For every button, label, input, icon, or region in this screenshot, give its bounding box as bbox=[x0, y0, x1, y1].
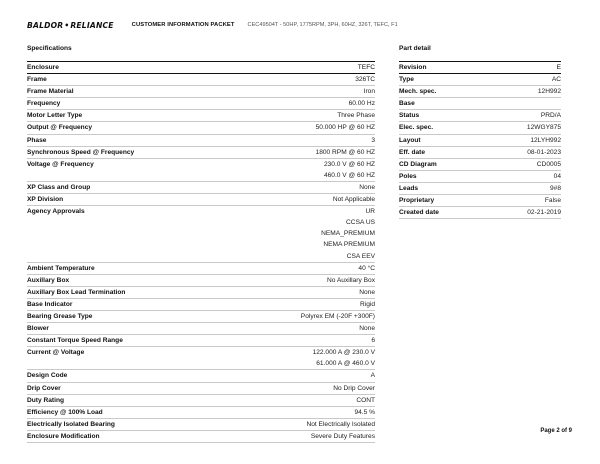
row-label: Constant Torque Speed Range bbox=[27, 335, 233, 347]
row-value: Iron bbox=[233, 86, 375, 98]
packet-title: CUSTOMER INFORMATION PACKET bbox=[131, 22, 235, 28]
row-label: Blower bbox=[27, 323, 233, 335]
row-label: Voltage @ Frequency bbox=[27, 160, 94, 168]
row-value bbox=[486, 98, 561, 110]
row-label: Layout bbox=[399, 134, 486, 146]
row-value: 326TC bbox=[233, 74, 375, 86]
row-label: XP Division bbox=[27, 194, 233, 206]
row-value: CSA EEV bbox=[233, 251, 375, 263]
table-row bbox=[27, 228, 375, 239]
table-row bbox=[27, 382, 375, 394]
row-value: AC bbox=[486, 74, 561, 86]
row-label: Synchronous Speed @ Frequency bbox=[27, 146, 233, 158]
row-value: No Auxillary Box bbox=[233, 274, 375, 286]
row-value: 122.000 A @ 230.0 V bbox=[312, 349, 375, 357]
row-value: TEFC bbox=[233, 62, 375, 74]
row-value: None bbox=[233, 286, 375, 298]
table-row bbox=[399, 195, 561, 207]
row-label: Revision bbox=[399, 62, 486, 74]
row-value: PRD/A bbox=[486, 110, 561, 122]
table-row bbox=[27, 146, 375, 158]
table-row bbox=[399, 86, 561, 98]
logo-separator: • bbox=[64, 20, 70, 30]
row-value: Severe Duty Features bbox=[233, 430, 375, 442]
table-row bbox=[27, 110, 375, 122]
document-header bbox=[27, 18, 580, 32]
row-value: False bbox=[486, 195, 561, 207]
table-row bbox=[27, 323, 375, 335]
row-value: E bbox=[486, 62, 561, 74]
row-label: Electrically Isolated Bearing bbox=[27, 418, 233, 430]
table-row bbox=[399, 74, 561, 86]
table-row bbox=[27, 74, 375, 86]
table-row bbox=[27, 134, 375, 146]
row-label: Mech. spec. bbox=[399, 86, 486, 98]
table-row bbox=[399, 158, 561, 170]
row-value: 230.0 V @ 60 HZ bbox=[323, 160, 375, 168]
row-label bbox=[27, 239, 233, 250]
table-row bbox=[27, 347, 375, 359]
row-label bbox=[27, 217, 233, 228]
row-label bbox=[27, 251, 233, 263]
row-value: 61.000 A @ 460.0 V bbox=[233, 358, 375, 370]
row-label: Type bbox=[399, 74, 486, 86]
page-number: Page 2 of 9 bbox=[540, 428, 572, 434]
row-label: Efficiency @ 100% Load bbox=[27, 406, 233, 418]
table-row bbox=[399, 110, 561, 122]
row-value: 04 bbox=[486, 170, 561, 182]
row-label: Motor Letter Type bbox=[27, 110, 233, 122]
table-row bbox=[27, 170, 375, 182]
row-value: 6 bbox=[233, 335, 375, 347]
row-value: None bbox=[233, 181, 375, 193]
table-row bbox=[399, 170, 561, 182]
row-value: Not Electrically Isolated bbox=[233, 418, 375, 430]
table-row bbox=[27, 394, 375, 406]
table-row bbox=[27, 251, 375, 263]
table-row bbox=[399, 134, 561, 146]
row-label: Phase bbox=[27, 134, 233, 146]
table-row bbox=[27, 310, 375, 322]
table-row bbox=[399, 207, 561, 219]
table-row bbox=[27, 194, 375, 206]
row-label: Created date bbox=[399, 207, 486, 219]
row-value: CCSA US bbox=[346, 219, 375, 227]
row-label: Leads bbox=[399, 182, 486, 194]
row-label: Frame Material bbox=[27, 86, 233, 98]
row-value: Three Phase bbox=[233, 110, 375, 122]
row-value: 9#8 bbox=[486, 182, 561, 194]
logo-text-baldor: BALDOR bbox=[27, 20, 64, 30]
row-label: Status bbox=[399, 110, 486, 122]
row-label: Frequency bbox=[27, 98, 233, 110]
row-value: 1800 RPM @ 60 HZ bbox=[233, 146, 375, 158]
table-row bbox=[399, 98, 561, 110]
row-label: Frame bbox=[27, 74, 233, 86]
row-value: NEMA PREMIUM bbox=[323, 241, 375, 249]
row-value: CONT bbox=[233, 394, 375, 406]
row-value: CD0005 bbox=[486, 158, 561, 170]
row-label: Eff. date bbox=[399, 146, 486, 158]
row-value: Not Applicable bbox=[233, 194, 375, 206]
row-label bbox=[27, 358, 233, 370]
row-value: UR bbox=[365, 208, 375, 216]
row-value: No Drip Cover bbox=[233, 382, 375, 394]
row-label: Base Indicator bbox=[27, 298, 233, 310]
row-label: Drip Cover bbox=[27, 382, 233, 394]
table-row bbox=[27, 274, 375, 286]
row-label: Agency Approvals bbox=[27, 208, 85, 216]
row-value: 60.00 Hz bbox=[233, 98, 375, 110]
row-value: Rigid bbox=[233, 298, 375, 310]
row-label: Elec. spec. bbox=[399, 122, 486, 134]
row-label: Ambient Temperature bbox=[27, 262, 233, 274]
specifications-table bbox=[27, 61, 375, 443]
row-label: CD Diagram bbox=[399, 158, 486, 170]
table-row bbox=[27, 418, 375, 430]
baldor-reliance-logo bbox=[27, 21, 114, 30]
row-label: Bearing Grease Type bbox=[27, 310, 233, 322]
row-value: 3 bbox=[233, 134, 375, 146]
row-value: 12WGY875 bbox=[486, 122, 561, 134]
row-label: Design Code bbox=[27, 370, 233, 382]
table-row bbox=[27, 181, 375, 193]
specifications-title: Specifications bbox=[27, 45, 72, 52]
table-row bbox=[27, 298, 375, 310]
table-row bbox=[27, 158, 375, 170]
row-value: None bbox=[233, 323, 375, 335]
table-row bbox=[27, 430, 375, 442]
row-label: Base bbox=[399, 98, 486, 110]
row-label: Output @ Frequency bbox=[27, 122, 233, 134]
row-value: 50.000 HP @ 60 HZ bbox=[233, 122, 375, 134]
row-value: 12H992 bbox=[486, 86, 561, 98]
table-row bbox=[399, 182, 561, 194]
table-row bbox=[27, 86, 375, 98]
row-label: Auxillary Box Lead Termination bbox=[27, 286, 233, 298]
row-label: Proprietary bbox=[399, 195, 486, 207]
table-row bbox=[399, 146, 561, 158]
table-row bbox=[399, 122, 561, 134]
row-label: Duty Rating bbox=[27, 394, 233, 406]
table-header-row bbox=[27, 62, 375, 74]
table-row bbox=[27, 358, 375, 370]
row-value: 460.0 V @ 60 HZ bbox=[233, 170, 375, 182]
row-label: Poles bbox=[399, 170, 486, 182]
table-row bbox=[27, 206, 375, 218]
row-label bbox=[27, 170, 233, 182]
table-row bbox=[27, 98, 375, 110]
row-value: Polyrex EM (-20F +300F) bbox=[233, 310, 375, 322]
product-description: CEC49504T - 50HP, 1775RPM, 3PH, 60HZ, 326T, TEFC, F1 bbox=[247, 22, 398, 28]
table-row bbox=[27, 122, 375, 134]
row-label: Current @ Voltage bbox=[27, 349, 85, 357]
row-label: Enclosure bbox=[27, 62, 233, 74]
row-value: A bbox=[233, 370, 375, 382]
logo-text-reliance: RELIANCE bbox=[70, 20, 114, 30]
table-row bbox=[27, 406, 375, 418]
part-detail-table bbox=[399, 61, 561, 219]
table-row bbox=[27, 370, 375, 382]
row-value: 94.5 % bbox=[233, 406, 375, 418]
part-detail-title: Part detail bbox=[399, 45, 431, 52]
table-row bbox=[27, 335, 375, 347]
table-row bbox=[27, 286, 375, 298]
row-label: Auxillary Box bbox=[27, 274, 233, 286]
row-value: 08-01-2023 bbox=[486, 146, 561, 158]
row-value: NEMA_PREMIUM bbox=[321, 230, 375, 238]
row-value: 02-21-2019 bbox=[486, 207, 561, 219]
table-row bbox=[27, 217, 375, 228]
row-label: Enclosure Modification bbox=[27, 430, 233, 442]
table-row bbox=[27, 262, 375, 274]
row-value: 12LYH992 bbox=[486, 134, 561, 146]
row-label bbox=[27, 228, 233, 239]
row-value: 40 °C bbox=[233, 262, 375, 274]
table-header-row bbox=[399, 62, 561, 74]
row-label: XP Class and Group bbox=[27, 181, 233, 193]
table-row bbox=[27, 239, 375, 250]
